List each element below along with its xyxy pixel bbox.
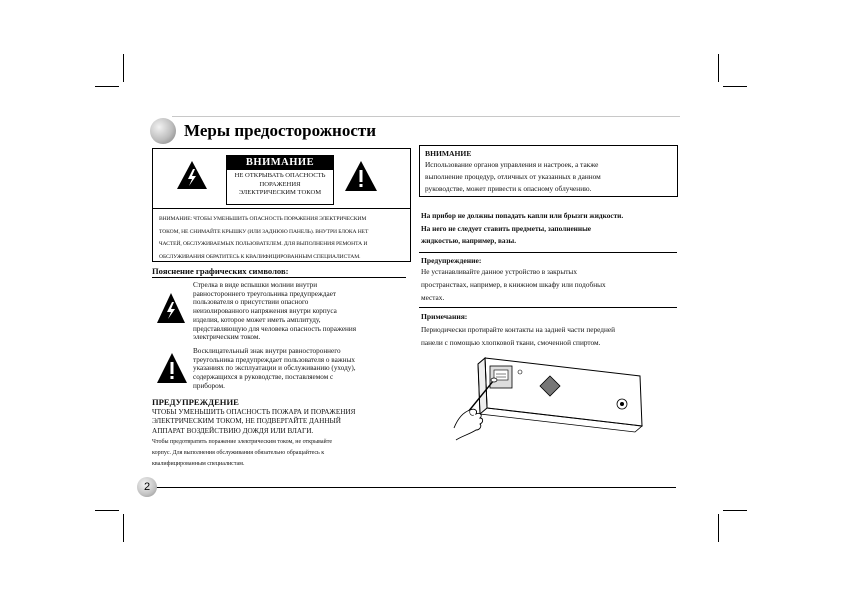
caution-laser-line: Использование органов управления и настроек, а также	[425, 160, 599, 169]
notes-text	[421, 324, 671, 350]
description-line: указаниях по эксплуатации и обслуживанию (уходу),	[193, 364, 356, 373]
description-line: электрическим током.	[193, 333, 261, 342]
exclamation-triangle-icon	[345, 161, 377, 191]
install-warning-line: местах.	[421, 292, 445, 302]
warning-line: ТОКОМ, НЕ СНИМАЙТЕ КРЫШКУ (ИЛИ ЗАДНЮЮ ПАНЕЛЬ). ВНУТРИ БЛОКА НЕТ	[159, 228, 369, 235]
warning-box	[152, 148, 411, 262]
description-line: прибором.	[193, 381, 225, 390]
description-line: Восклицательный знак внутри равностороннего	[193, 347, 341, 355]
predupr-heading: ПРЕДУПРЕЖДЕНИЕ	[152, 397, 239, 407]
predupr-caps-text	[152, 408, 408, 436]
crop-mark	[723, 86, 747, 87]
install-warning-line: Не устанавливайте данное устройство в закрытых	[421, 267, 577, 276]
crop-mark	[718, 54, 719, 82]
caution-laser-heading: ВНИМАНИЕ	[425, 149, 472, 158]
title-bullet-icon	[150, 118, 176, 144]
predupr-line: ЧТОБЫ УМЕНЬШИТЬ ОПАСНОСТЬ ПОЖАРА И ПОРАЖЕНИЯ	[152, 408, 356, 416]
description-line: пользователя о присутствии опасного	[193, 298, 309, 307]
exclamation-triangle-icon	[157, 353, 187, 383]
lightning-triangle-icon	[157, 293, 185, 323]
predupr-small-line: квалифицированным специалистам.	[152, 460, 245, 467]
caution-panel	[226, 155, 334, 205]
symbols-heading: Пояснение графических символов:	[152, 266, 289, 276]
crop-mark	[123, 54, 124, 82]
exclamation-description	[193, 347, 409, 391]
predupr-small-line: корпус. Для выполнения обслуживания обязательно обращайтесь к	[152, 449, 325, 456]
front-panel-cleaning-illustration	[450, 352, 650, 442]
predupr-small-text	[152, 437, 408, 469]
description-line: равностороннего треугольника предупреждает	[193, 289, 337, 298]
crop-mark	[723, 510, 747, 511]
page-footer-rule	[152, 487, 676, 488]
description-line: содержащихся в руководстве, поставляемом с	[193, 373, 334, 382]
section-rule	[419, 252, 677, 253]
liquid-warning-line: На него не следует ставить предметы, заполненные	[421, 223, 592, 233]
lightning-description	[193, 281, 409, 342]
install-warning-text	[421, 266, 671, 304]
section-rule	[419, 307, 677, 308]
symbols-rule	[152, 277, 406, 278]
description-line: треугольника предупреждает пользователя о важных	[193, 355, 356, 364]
title-rule	[172, 116, 680, 117]
caution-panel-text	[227, 170, 333, 198]
crop-mark	[95, 86, 119, 87]
warning-box-text	[159, 213, 404, 263]
lightning-triangle-icon	[177, 161, 207, 189]
caution-laser-line: выполнение процедур, отличных от указанных в данном	[425, 172, 601, 182]
caution-heading: ВНИМАНИЕ	[227, 156, 333, 170]
install-warning-heading: Предупреждение:	[421, 256, 482, 265]
notes-heading: Примечания:	[421, 312, 468, 321]
description-line: неизолированного напряжения внутри корпуса	[193, 307, 337, 316]
description-line: изделия, которое может иметь амплитуду,	[193, 315, 321, 324]
crop-mark	[123, 514, 124, 542]
caution-panel-line: ПОРАЖЕНИЯ	[259, 180, 301, 188]
liquid-warning-line: жидкостью, например, вазы.	[421, 236, 517, 246]
predupr-small-line: Чтобы предотвратить поражение электрическим током, не открывайте	[152, 439, 333, 445]
page-number: 2	[137, 477, 157, 497]
liquid-warning	[421, 210, 679, 248]
predupr-line: ЭЛЕКТРИЧЕСКИМ ТОКОМ, НЕ ПОДВЕРГАЙТЕ ДАННЫЙ	[152, 417, 341, 426]
caution-laser-text	[425, 159, 672, 196]
notes-line: панели с помощью хлопковой ткани, смоченной спиртом.	[421, 337, 601, 347]
description-line: представляющую для человека опасность поражения	[193, 324, 357, 333]
caution-laser-line: руководстве, может привести к опасному облучению.	[425, 184, 592, 194]
caution-laser-box	[419, 145, 678, 197]
warning-line: ВНИМАНИЕ: ЧТОБЫ УМЕНЬШИТЬ ОПАСНОСТЬ ПОРАЖЕНИЯ ЭЛЕКТРИЧЕСКИМ	[159, 216, 367, 222]
crop-mark	[95, 510, 119, 511]
warning-band	[153, 149, 410, 209]
warning-line: ЧАСТЕЙ, ОБСЛУЖИВАЕМЫХ ПОЛЬЗОВАТЕЛЕМ. ДЛЯ ВЫПОЛНЕНИЯ РЕМОНТА И	[159, 241, 368, 248]
warning-line: ОБСЛУЖИВАНИЯ ОБРАТИТЕСЬ К КВАЛИФИЦИРОВАННЫМ СПЕЦИАЛИСТАМ.	[159, 253, 361, 260]
notes-line: Периодически протирайте контакты на задней части передней	[421, 325, 616, 334]
crop-mark	[718, 514, 719, 542]
caution-panel-line: ЭЛЕКТРИЧЕСКИМ ТОКОМ	[238, 189, 322, 197]
page-header	[150, 116, 680, 146]
install-warning-line: пространствах, например, в книжном шкафу или подобных	[421, 279, 606, 289]
caution-panel-line: НЕ ОТКРЫВАТЬ ОПАСНОСТЬ	[234, 172, 326, 179]
page-title: Меры предосторожности	[184, 121, 377, 140]
liquid-warning-line: На прибор не должны попадать капли или брызги жидкости.	[421, 211, 624, 220]
predupr-line: АППАРАТ ВОЗДЕЙСТВИЮ ДОЖДЯ ИЛИ ВЛАГИ.	[152, 426, 314, 435]
description-line: Стрелка в виде вспышки молнии внутри	[193, 281, 318, 289]
